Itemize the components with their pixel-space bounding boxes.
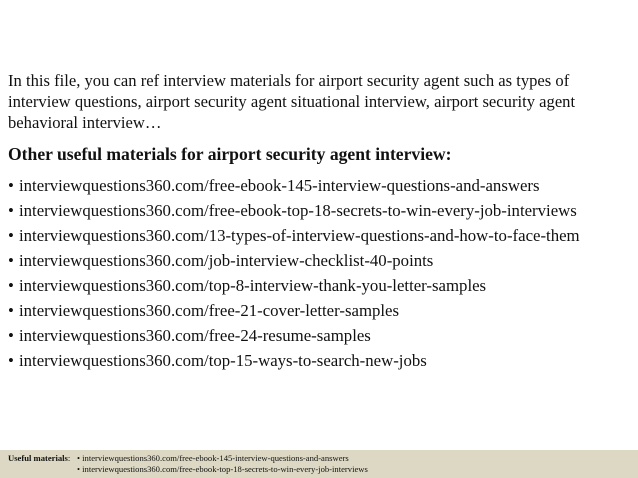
bullet-glyph: • (8, 276, 14, 295)
footer-link-text: interviewquestions360.com/free-ebook-145-interview-questions-and-answers (82, 453, 349, 463)
list-item (8, 326, 634, 351)
bullet-glyph: • (8, 301, 14, 320)
intro-paragraph: In this file, you can ref interview materials for airport security agent such as types of interview questions, airport security agent situational interview, airport security agent behavioral interview… (8, 71, 576, 132)
bullet-glyph: • (8, 326, 14, 345)
list-item (8, 276, 634, 301)
footer-link-text: interviewquestions360.com/free-ebook-top-18-secrets-to-win-every-job-interviews (82, 464, 368, 474)
footer-bullet: • (77, 464, 81, 474)
footer-bullet: • (77, 453, 81, 463)
link-text: interviewquestions360.com/free-ebook-top-18-secrets-to-win-every-job-interviews (19, 201, 577, 220)
link-text: interviewquestions360.com/free-ebook-145-interview-questions-and-answers (19, 176, 540, 195)
bullet-glyph: • (8, 351, 14, 370)
link-text: interviewquestions360.com/top-15-ways-to-search-new-jobs (19, 351, 427, 370)
bullet-glyph: • (8, 176, 14, 195)
footer-label (8, 453, 77, 464)
footer-row (8, 453, 349, 464)
list-item (8, 301, 634, 326)
bullet-glyph: • (8, 201, 14, 220)
footer-label-text: Useful materials (8, 453, 68, 463)
footer-bar (0, 450, 638, 478)
bullet-glyph: • (8, 226, 14, 245)
footer-label-colon: : (67, 453, 71, 463)
link-text: interviewquestions360.com/job-interview-checklist-40-points (19, 251, 434, 270)
link-list (8, 176, 634, 376)
section-heading: Other useful materials for airport security agent interview: (8, 144, 452, 164)
link-text: interviewquestions360.com/13-types-of-interview-questions-and-how-to-face-them (19, 226, 580, 245)
list-item (8, 251, 634, 276)
list-item (8, 351, 634, 376)
bullet-glyph: • (8, 251, 14, 270)
link-text: interviewquestions360.com/top-8-interview-thank-you-letter-samples (19, 276, 487, 295)
footer-row (8, 464, 368, 475)
list-item (8, 176, 634, 201)
list-item (8, 201, 634, 226)
link-text: interviewquestions360.com/free-21-cover-letter-samples (19, 301, 400, 320)
link-text: interviewquestions360.com/free-24-resume-samples (19, 326, 371, 345)
list-item (8, 226, 634, 251)
